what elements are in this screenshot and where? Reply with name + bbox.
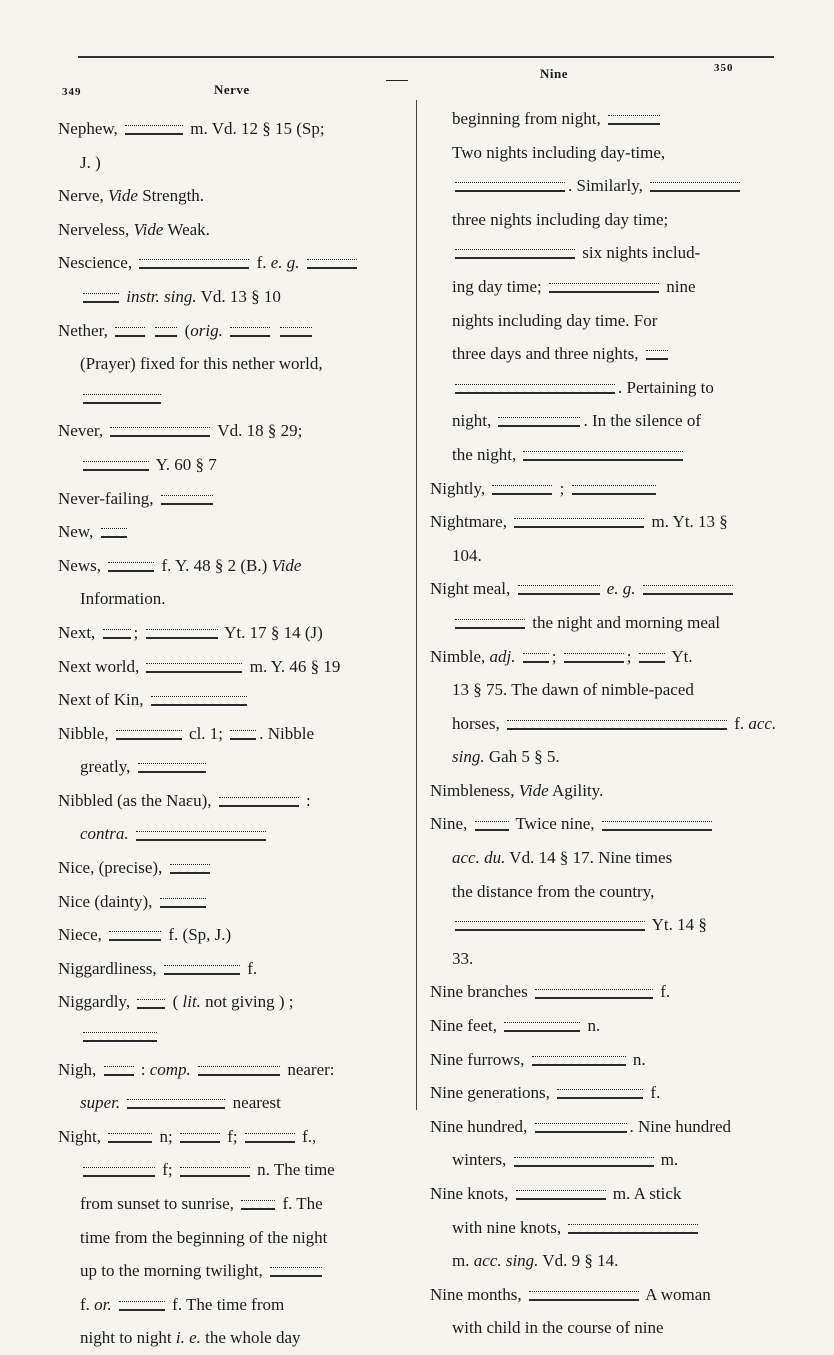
entry-line [430, 136, 774, 170]
entry-text: . Nibble [259, 723, 315, 743]
entry-line [430, 807, 774, 841]
entry-text [636, 579, 640, 598]
avestan-word [516, 1190, 606, 1200]
entry-text: Nine furrows, [430, 1049, 529, 1069]
entry-text: Nerveless, [58, 219, 134, 239]
entry-text: (Prayer) fixed for this nether world, [80, 354, 323, 374]
entry-text: Nine, [430, 814, 472, 834]
entry-line [430, 1244, 774, 1278]
entry-line [58, 1019, 398, 1053]
entry-text: f; [222, 1126, 242, 1146]
entry-line [430, 1177, 774, 1211]
avestan-word [492, 485, 552, 495]
right-column [430, 102, 777, 1345]
entry-line [430, 640, 774, 674]
entry-line [430, 774, 774, 808]
entry-text: lit. [182, 992, 201, 1012]
entry-text: f. [729, 713, 749, 733]
avestan-word [180, 1133, 220, 1143]
left-guide-word: Nerve [214, 82, 250, 97]
avestan-word [650, 182, 740, 192]
entry-text: J. ) [80, 152, 101, 172]
entry-text: m. Vd. 12 § 15 (Sp; [186, 119, 325, 138]
entry-text: Vd. 9 § 14. [538, 1251, 619, 1271]
avestan-word [125, 125, 183, 135]
avestan-word [119, 1301, 165, 1311]
entry-text: six nights includ- [578, 243, 701, 263]
entry-line [58, 650, 398, 684]
entry-text: Nice (dainty), [58, 891, 157, 911]
entry-line [58, 280, 398, 314]
entry-text: Two nights including day-time, [452, 142, 666, 162]
entry-line [58, 616, 398, 650]
entry-text: sing. [452, 747, 485, 767]
entry-line [430, 404, 774, 438]
avestan-word [108, 562, 154, 572]
entry-line [58, 482, 398, 516]
entry-text: Nimbleness, [430, 780, 519, 800]
entry-text: : [136, 1059, 150, 1079]
entry-text: Never-failing, [58, 488, 158, 508]
entry-text: n. [628, 1049, 646, 1069]
entry-text: i. e. [175, 1328, 201, 1348]
avestan-word [103, 629, 131, 639]
avestan-word [498, 417, 580, 427]
entry-line [58, 1153, 398, 1187]
entry-text: n; [155, 1126, 177, 1146]
entry-text: Nigh, [58, 1059, 101, 1079]
entry-text: acc. du. [452, 848, 506, 868]
entry-text: f. [80, 1294, 95, 1314]
entry-text: adj. [489, 646, 516, 666]
entry-text: m. [452, 1251, 474, 1271]
avestan-word [115, 327, 145, 337]
entry-line [58, 1187, 398, 1221]
entry-text: 104. [452, 545, 482, 565]
right-guide-word: Nine [540, 66, 568, 81]
avestan-word [108, 1133, 152, 1143]
entry-line [58, 179, 398, 213]
entry-text: n. [583, 1016, 601, 1036]
avestan-word [83, 1167, 155, 1177]
entry-line [58, 952, 398, 986]
entry-text: Nightly, [430, 478, 490, 498]
entry-text: Niggardliness, [58, 958, 161, 978]
avestan-word [109, 931, 161, 941]
entry-line [430, 203, 774, 237]
avestan-word [507, 720, 727, 730]
entry-text: Weak. [163, 219, 210, 239]
avestan-word [475, 821, 509, 831]
avestan-word [529, 1291, 639, 1301]
avestan-word [307, 259, 357, 269]
entry-text: Nine knots, [430, 1184, 513, 1203]
entry-line [430, 304, 774, 338]
avestan-word [532, 1056, 626, 1066]
entry-text: horses, [452, 713, 504, 733]
entry-line [430, 942, 774, 976]
entry-line [430, 1110, 774, 1144]
entry-line [430, 438, 774, 472]
entry-text: m. Y. 46 § 19 [245, 656, 341, 676]
entry-text: News, [58, 555, 106, 575]
entry-text: f. [646, 1083, 661, 1103]
entry-text: Next of Kin, [58, 690, 148, 710]
avestan-word [83, 461, 149, 471]
entry-text: Niggardly, [58, 992, 135, 1012]
entry-text [515, 647, 519, 666]
entry-line [58, 1086, 398, 1120]
avestan-word [161, 495, 213, 505]
entry-line [58, 817, 398, 851]
entry-text: A woman [641, 1284, 711, 1304]
entry-text: Vd. 14 § 17. Nine times [505, 848, 673, 868]
entry-text: Nine months, [430, 1284, 526, 1304]
entry-line [58, 246, 398, 280]
avestan-word [160, 898, 206, 908]
entry-text: orig. [190, 320, 223, 340]
entry-text: comp. [149, 1059, 191, 1079]
entry-text: f. (Sp, J.) [164, 925, 232, 945]
entry-line [430, 270, 774, 304]
entry-line [430, 1043, 774, 1077]
left-column [58, 112, 398, 1355]
entry-text: . In the silence of [583, 411, 701, 431]
avestan-word [643, 585, 733, 595]
entry-line [58, 448, 398, 482]
entry-text: f., [297, 1126, 317, 1146]
entry-text [120, 1093, 124, 1112]
entry-text: winters, [452, 1150, 511, 1170]
avestan-word [137, 999, 165, 1009]
entry-line [430, 505, 774, 539]
entry-text: Yt. 17 § 14 (J) [220, 622, 323, 642]
entry-text: Nine feet, [430, 1016, 502, 1036]
entry-text: Vide [108, 186, 138, 206]
entry-text: nearer: [283, 1059, 335, 1079]
entry-text: greatly, [80, 757, 135, 777]
entry-text: ( [168, 992, 183, 1012]
entry-line [58, 851, 398, 885]
avestan-word [602, 821, 712, 831]
entry-text: Yt. [667, 646, 693, 666]
entry-text: 33. [452, 948, 474, 968]
entry-text: Nine generations, [430, 1083, 555, 1103]
avestan-word [455, 619, 525, 629]
entry-line [430, 875, 774, 909]
avestan-word [549, 283, 659, 293]
entry-text: f. [655, 982, 671, 1002]
entry-text: nights including day time. For [452, 310, 658, 330]
avestan-word [180, 1167, 250, 1177]
entry-text: the whole day [200, 1328, 301, 1348]
entry-text: with child in the course of nine [452, 1318, 664, 1338]
entry-line [58, 885, 398, 919]
avestan-word [155, 327, 177, 337]
header-dash [386, 80, 408, 81]
avestan-word [164, 965, 240, 975]
avestan-word [83, 293, 119, 303]
entry-text: Nibble, [58, 723, 113, 743]
entry-text: up to the morning twilight, [80, 1261, 267, 1281]
entry-text: Next world, [58, 656, 144, 676]
avestan-word [646, 350, 668, 360]
entry-text: Nice, (precise), [58, 858, 167, 878]
entry-line [430, 1076, 774, 1110]
header-rule [78, 56, 774, 58]
entry-text: f. [242, 958, 258, 978]
avestan-word [455, 249, 575, 259]
entry-text: ing day time; [452, 276, 546, 296]
avestan-word [639, 653, 665, 663]
entry-text: f. [252, 253, 271, 273]
entry-text: Nibbled (as the Naɛu), [58, 790, 216, 810]
entry-line [430, 740, 774, 774]
entry-line [430, 236, 774, 270]
entry-text: Vide [271, 555, 302, 575]
entry-text: Nimble, [430, 646, 490, 666]
entry-text: night, [452, 411, 496, 431]
entry-line [58, 918, 398, 952]
entry-text: Twice nine, [511, 814, 599, 834]
entry-text: . Nine hundred [629, 1116, 732, 1136]
entry-text: instr. sing. [126, 286, 197, 306]
avestan-word [146, 629, 218, 639]
entry-text [273, 321, 277, 340]
avestan-word [514, 518, 644, 528]
entry-text: f. The time from [167, 1294, 285, 1314]
avestan-word [455, 921, 645, 931]
entry-text [191, 1060, 195, 1079]
entry-text: Niece, [58, 925, 107, 945]
avestan-word [83, 394, 161, 404]
entry-text: the night, [452, 444, 521, 464]
entry-line [58, 582, 398, 616]
entry-text: from sunset to sunrise, [80, 1194, 239, 1213]
entry-line [58, 112, 398, 146]
entry-text: Yt. 14 § [648, 915, 707, 935]
entry-text: three days and three nights, [452, 344, 643, 364]
entry-text: Night, [58, 1126, 106, 1146]
entry-text: three nights including day time; [452, 209, 669, 229]
entry-text: Y. 60 § 7 [152, 454, 217, 474]
entry-line [58, 1120, 398, 1154]
entry-line [58, 750, 398, 784]
entry-line [58, 1254, 398, 1288]
entry-text: Never, [58, 421, 108, 441]
entry-text [148, 321, 152, 340]
entry-text: e. g. [606, 579, 636, 599]
entry-text: Strength. [137, 186, 205, 206]
entry-line [430, 908, 774, 942]
avestan-word [198, 1066, 280, 1076]
entry-text: contra. [80, 824, 133, 844]
entry-text: nearest [228, 1093, 281, 1113]
entry-line [58, 985, 398, 1019]
avestan-word [110, 427, 210, 437]
entry-text: time from the beginning of the night [80, 1227, 328, 1247]
entry-line [430, 606, 774, 640]
avestan-word [518, 585, 600, 595]
entry-text: nine [661, 276, 696, 296]
entry-line [58, 414, 398, 448]
avestan-word [504, 1022, 580, 1032]
entry-text: m. [656, 1150, 679, 1170]
entry-text: with nine knots, [452, 1217, 566, 1237]
left-page-number: 349 [62, 86, 82, 98]
entry-text: beginning from night, [452, 109, 605, 128]
entry-text: Nether, [58, 320, 113, 340]
avestan-word [151, 696, 247, 706]
avestan-word [455, 182, 565, 192]
avestan-word [523, 653, 549, 663]
entry-text: Nightmare, [430, 512, 512, 532]
entry-text: not giving ) ; [200, 992, 294, 1012]
entry-line [430, 169, 774, 203]
avestan-word [270, 1267, 322, 1277]
entry-line [58, 146, 398, 180]
entry-line [430, 102, 774, 136]
entry-text: f. Y. 48 § 2 (B.) [157, 555, 272, 575]
entry-text [223, 321, 227, 340]
entry-text: Information. [80, 589, 166, 609]
entry-text: ; [555, 478, 569, 498]
avestan-word [104, 1066, 134, 1076]
entry-line [430, 337, 774, 371]
entry-text: Nerve, [58, 186, 109, 206]
entry-line [58, 549, 398, 583]
entry-text: . Pertaining to [618, 377, 714, 397]
entry-text: 13 § 75. The dawn of nimble-paced [452, 680, 694, 700]
entry-line [430, 1211, 774, 1245]
entry-text: ; [133, 622, 143, 642]
entry-line [58, 784, 398, 818]
avestan-word [146, 663, 242, 673]
entry-text: night to night [80, 1328, 176, 1348]
right-page-number: 350 [714, 62, 734, 74]
entry-text: Vide [133, 219, 164, 239]
avestan-word [455, 384, 615, 394]
avestan-word [136, 831, 266, 841]
entry-text: : [301, 790, 311, 810]
entry-line [430, 371, 774, 405]
entry-text: ( [180, 320, 191, 340]
avestan-word [608, 115, 660, 125]
avestan-word [568, 1224, 698, 1234]
entry-text: Nine hundred, [430, 1116, 532, 1136]
avestan-word [280, 327, 312, 337]
entry-text: cl. 1; [184, 723, 228, 743]
entry-line [430, 1143, 774, 1177]
avestan-word [116, 730, 182, 740]
entry-line [58, 347, 398, 381]
avestan-word [514, 1157, 654, 1167]
entry-text: Vd. 13 § 10 [196, 286, 281, 306]
avestan-word [535, 1123, 627, 1133]
avestan-word [557, 1089, 643, 1099]
entry-text: Night meal, [430, 579, 515, 599]
entry-text: the night and morning meal [528, 612, 721, 632]
entry-text: f; [158, 1160, 177, 1180]
entry-text: Nephew, [58, 119, 123, 138]
entry-text: or. [94, 1294, 112, 1314]
entry-text: ; [626, 646, 636, 666]
avestan-word [572, 485, 656, 495]
entry-text: f. The [278, 1194, 323, 1213]
entry-text: Gah 5 § 5. [484, 747, 560, 767]
entry-line [58, 1288, 398, 1322]
entry-text: Vide [518, 780, 549, 800]
entry-line [430, 673, 774, 707]
entry-text: m. A stick [608, 1184, 682, 1203]
entry-line [430, 1009, 774, 1043]
entry-line [430, 707, 777, 741]
entry-text: acc. sing. [473, 1251, 539, 1271]
entry-text [112, 1295, 116, 1314]
avestan-word [241, 1200, 275, 1210]
entry-text: Nine branches [430, 982, 532, 1002]
entry-text: m. Yt. 13 § [647, 512, 728, 532]
entry-text: acc. [748, 713, 777, 733]
entry-text: New, [58, 522, 98, 542]
entry-text [300, 253, 304, 272]
entry-text: Vd. 18 § 29; [213, 421, 303, 441]
entry-line [430, 1311, 774, 1345]
entry-text: ; [551, 646, 561, 666]
entry-line [430, 841, 774, 875]
avestan-word [230, 730, 256, 740]
entry-line [430, 572, 774, 606]
entry-line [430, 1278, 774, 1312]
entry-text: . Similarly, [568, 176, 648, 196]
entry-line [58, 1221, 398, 1255]
entry-line [430, 472, 774, 506]
entry-text: Agility. [548, 780, 604, 800]
entry-text: super. [80, 1093, 121, 1113]
avestan-word [83, 1032, 157, 1042]
avestan-word [170, 864, 210, 874]
entry-text: Next, [58, 622, 100, 642]
entry-text: Nescience, [58, 253, 137, 273]
entry-line [58, 1321, 398, 1355]
avestan-word [127, 1099, 225, 1109]
entry-line [58, 515, 398, 549]
entry-line [58, 314, 398, 348]
avestan-word [139, 259, 249, 269]
entry-text: e. g. [270, 253, 300, 273]
entry-line [58, 717, 398, 751]
avestan-word [535, 989, 653, 999]
entry-text: n. The time [252, 1160, 335, 1180]
avestan-word [245, 1133, 295, 1143]
column-divider [416, 100, 417, 1110]
entry-line [430, 975, 774, 1009]
entry-line [58, 1053, 398, 1087]
entry-text: the distance from the country, [452, 881, 655, 901]
entry-line [58, 381, 398, 415]
entry-line [58, 683, 398, 717]
entry-line [58, 213, 398, 247]
avestan-word [230, 327, 270, 337]
avestan-word [219, 797, 299, 807]
avestan-word [101, 528, 127, 538]
avestan-word [564, 653, 624, 663]
avestan-word [138, 763, 206, 773]
entry-line [430, 539, 774, 573]
avestan-word [523, 451, 683, 461]
